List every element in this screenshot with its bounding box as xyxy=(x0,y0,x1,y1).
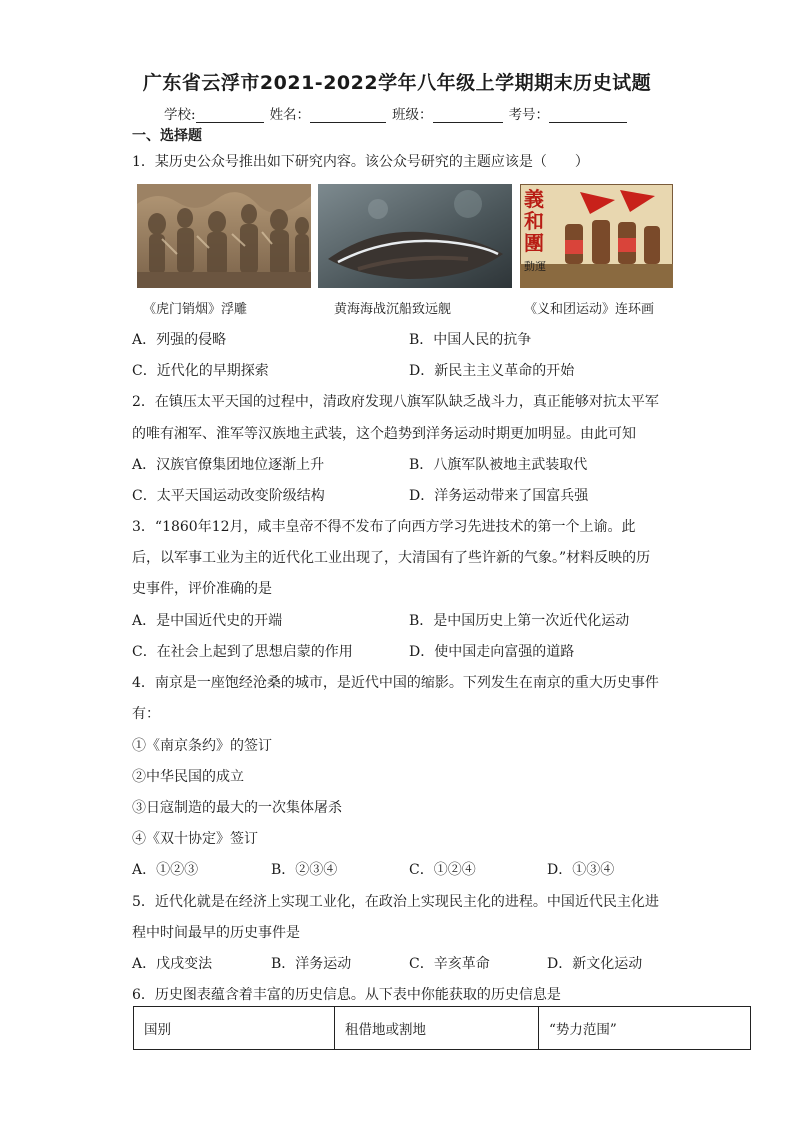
question-2-stem-line-2: 的唯有湘军、淮军等汉族地主武装，这个趋势到洋务运动时期更加明显。由此可知 xyxy=(132,426,636,442)
shipwreck-image xyxy=(318,184,512,288)
page-title: 广东省云浮市2021-2022学年八年级上学期期末历史试题 xyxy=(142,72,652,94)
q1-option-a[interactable]: A．列强的侵略 xyxy=(132,332,227,348)
q3-option-c[interactable]: C．在社会上起到了思想启蒙的作用 xyxy=(132,644,353,660)
q5-option-d[interactable]: D．新文化运动 xyxy=(547,956,643,972)
q1-option-d[interactable]: D．新民主主义革命的开始 xyxy=(409,363,575,379)
comic-char-2: 和 xyxy=(524,209,544,233)
name-label: 姓名： xyxy=(269,107,311,123)
exam-no-blank[interactable] xyxy=(549,108,627,123)
q4-option-a[interactable]: A．①②③ xyxy=(132,862,199,878)
question-1-stem: 1．某历史公众号推出如下研究内容。该公众号研究的主题应该是（ ） xyxy=(132,154,589,170)
caption-relief: 《虎门销烟》浮雕 xyxy=(143,302,248,317)
table-header-row xyxy=(134,1007,751,1050)
comic-char-4: 動運 xyxy=(524,260,546,273)
name-blank[interactable] xyxy=(310,108,386,123)
q5-option-a[interactable]: A．戊戌变法 xyxy=(132,956,213,972)
q3-option-b[interactable]: B．是中国历史上第一次近代化运动 xyxy=(409,613,630,629)
q4-option-b[interactable]: B．②③④ xyxy=(271,862,338,878)
school-blank[interactable] xyxy=(196,108,264,123)
question-4-item-2: ②中华民国的成立 xyxy=(132,769,244,785)
question-4-stem-line-2: 有： xyxy=(132,706,160,722)
class-blank[interactable] xyxy=(433,108,503,123)
boxer-comic-image xyxy=(520,184,673,288)
school-label: 学校: xyxy=(164,107,196,123)
class-label: 班级： xyxy=(392,107,433,123)
q4-option-d[interactable]: D．①③④ xyxy=(547,862,615,878)
comic-char-3: 團 xyxy=(524,231,544,255)
question-4-item-1: ①《南京条约》的签订 xyxy=(132,738,272,754)
caption-comic: 《义和团运动》连环画 xyxy=(524,302,655,317)
student-info-line xyxy=(164,103,633,123)
question-1-images xyxy=(137,184,673,288)
q2-option-c[interactable]: C．太平天国运动改变阶级结构 xyxy=(132,488,325,504)
question-3-stem-line-3: 史事件，评价准确的是 xyxy=(132,581,272,597)
section-heading: 一、选择题 xyxy=(132,128,202,144)
question-6-table xyxy=(133,1006,751,1050)
question-3-stem-line-2: 后，以军事工业为主的近代化工业出现了，大清国有了些许新的气象。”材料反映的历 xyxy=(132,550,651,566)
q3-option-d[interactable]: D．使中国走向富强的道路 xyxy=(409,644,575,660)
q4-option-c[interactable]: C．①②④ xyxy=(409,862,476,878)
question-4-item-3: ③日寇制造的最大的一次集体屠杀 xyxy=(132,800,342,816)
table-header-country: 国别 xyxy=(134,1007,335,1050)
q1-option-b[interactable]: B．中国人民的抗争 xyxy=(409,332,532,348)
comic-char-1: 義 xyxy=(524,187,544,211)
table-header-leased-territory: 租借地或割地 xyxy=(335,1007,539,1050)
relief-image xyxy=(137,184,311,288)
caption-shipwreck: 黄海海战沉船致远舰 xyxy=(334,302,452,317)
q2-option-b[interactable]: B．八旗军队被地主武装取代 xyxy=(409,457,588,473)
q5-option-c[interactable]: C．辛亥革命 xyxy=(409,956,490,972)
q5-option-b[interactable]: B．洋务运动 xyxy=(271,956,352,972)
q2-option-a[interactable]: A．汉族官僚集团地位逐渐上升 xyxy=(132,457,325,473)
question-2-stem-line-1: 2．在镇压太平天国的过程中，清政府发现八旗军队缺乏战斗力，真正能够对抗太平军 xyxy=(132,394,659,410)
q1-option-c[interactable]: C．近代化的早期探索 xyxy=(132,363,269,379)
q3-option-a[interactable]: A．是中国近代史的开端 xyxy=(132,613,283,629)
question-3-stem-line-1: 3．“1860年12月，咸丰皇帝不得不发布了向西方学习先进技术的第一个上谕。此 xyxy=(132,519,636,535)
exam-no-label: 考号： xyxy=(508,107,550,123)
q2-option-d[interactable]: D．洋务运动带来了国富兵强 xyxy=(409,488,589,504)
question-4-stem-line-1: 4．南京是一座饱经沧桑的城市，是近代中国的缩影。下列发生在南京的重大历史事件 xyxy=(132,675,659,691)
question-4-item-4: ④《双十协定》签订 xyxy=(132,831,258,847)
question-5-stem-line-1: 5．近代化就是在经济上实现工业化，在政治上实现民主化的进程。中国近代民主化进 xyxy=(132,894,659,910)
table-header-sphere-of-influence: “势力范围” xyxy=(539,1007,751,1050)
question-6-stem: 6．历史图表蕴含着丰富的历史信息。从下表中你能获取的历史信息是 xyxy=(132,987,561,1003)
question-5-stem-line-2: 程中时间最早的历史事件是 xyxy=(132,925,300,941)
